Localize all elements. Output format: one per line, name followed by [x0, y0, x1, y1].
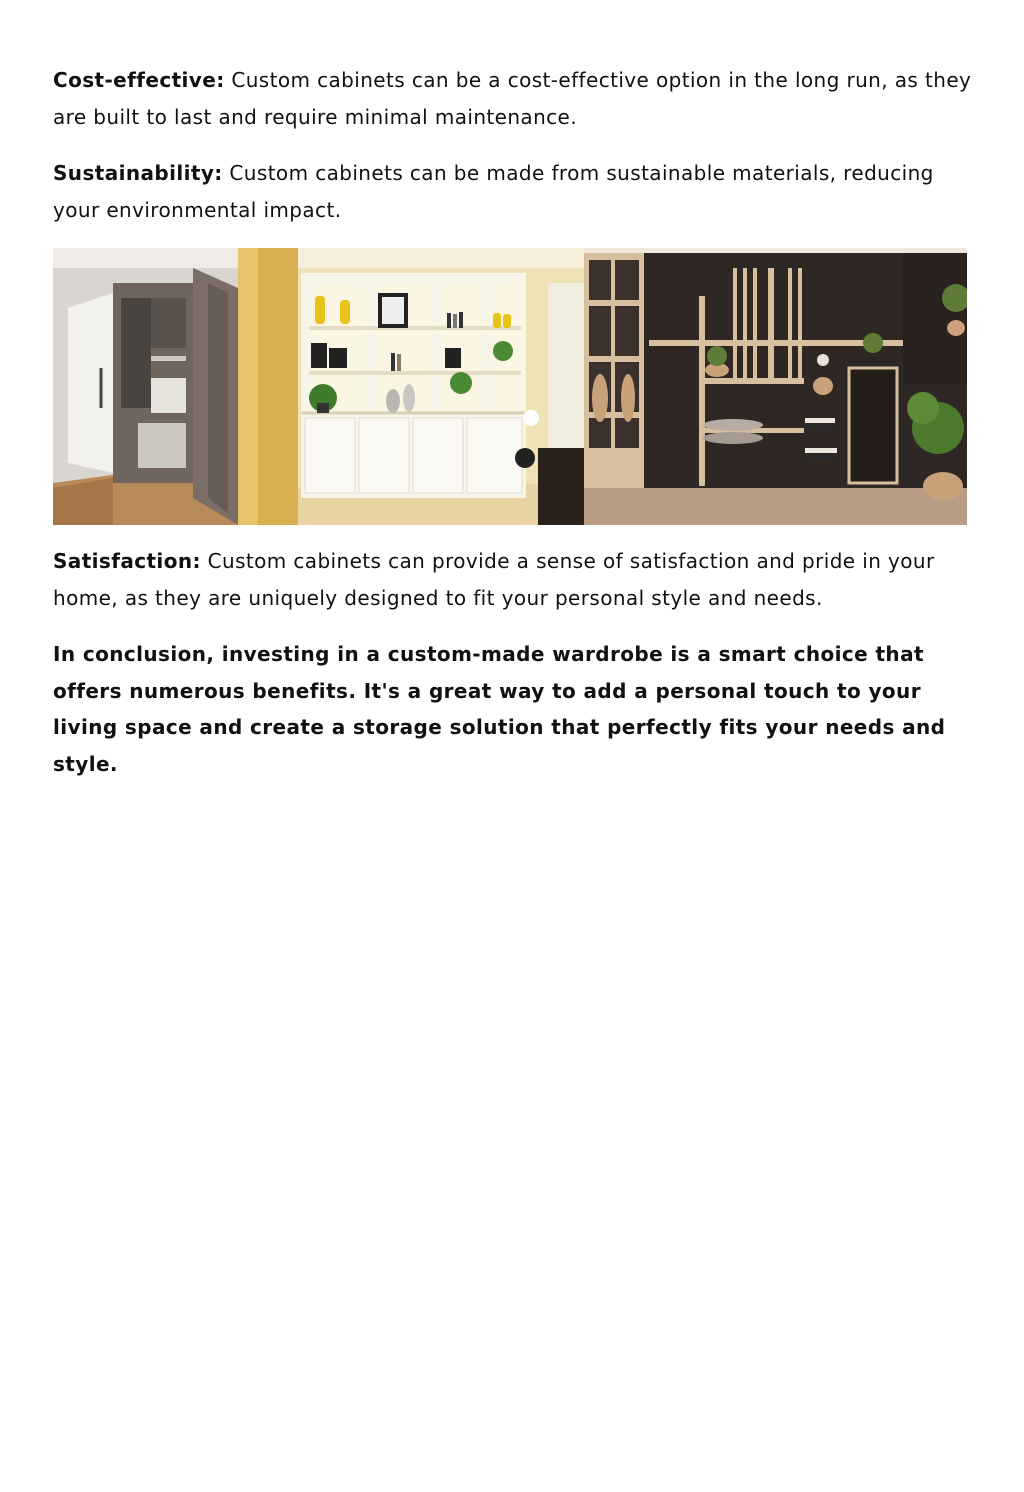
paragraph-text: Custom cabinets can be made from sustainable materials, reducing your environmental impact.: [53, 161, 934, 222]
article-body: [53, 62, 973, 782]
built-in-shelves-photo: [238, 248, 584, 525]
paragraph-satisfaction: [53, 543, 973, 616]
paragraph-cost-effective: [53, 62, 973, 135]
dark-shelving-unit-photo: [584, 248, 967, 525]
conclusion-paragraph: In conclusion, investing in a custom-made wardrobe is a smart choice that offers numerous benefits. It's a great way to add a personal touch to your living space and create a storage solution that perfectly fits your needs and style.: [53, 642, 946, 776]
wardrobe-photo: [53, 248, 238, 525]
paragraph-lead: Sustainability:: [53, 161, 223, 185]
photo-collage: [53, 248, 967, 525]
paragraph-text: Custom cabinets can be a cost-effective option in the long run, as they are built to last and require minimal maintenance.: [53, 68, 972, 129]
paragraph-sustainability: [53, 155, 973, 228]
paragraph-lead: Satisfaction:: [53, 549, 201, 573]
paragraph-text: Custom cabinets can provide a sense of satisfaction and pride in your home, as they are uniquely designed to fit your personal style and needs.: [53, 549, 935, 610]
paragraph-lead: Cost-effective:: [53, 68, 225, 92]
